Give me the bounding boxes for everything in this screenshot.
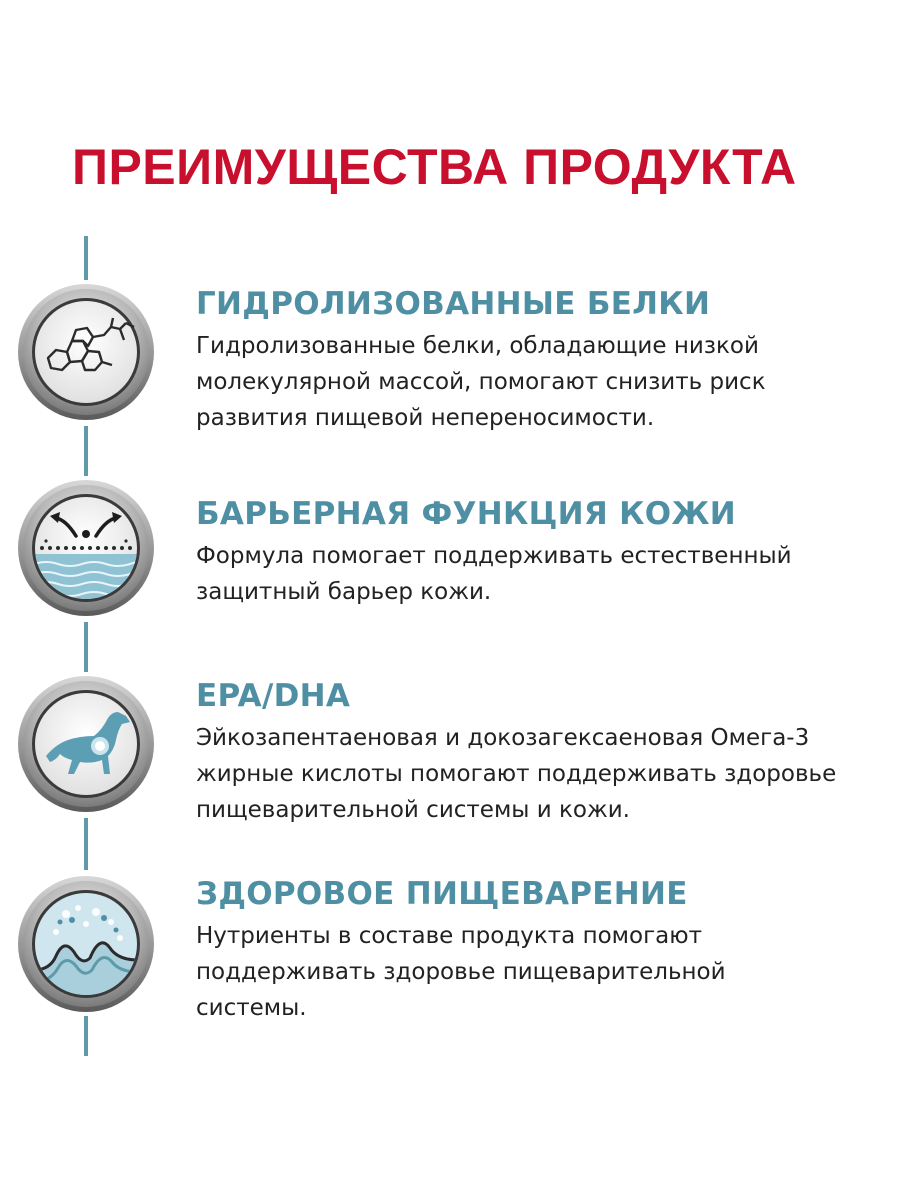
benefit-description [196,538,886,610]
benefit-text-line: пищеварительной системы и кожи. [196,797,630,823]
benefit-text-line: молекулярной массой, помогают снизить риск [196,369,766,395]
benefit-text-line: жирные кислоты помогают поддерживать здоровье [196,761,837,787]
benefit-text-line: системы. [196,995,307,1021]
benefit-description [196,918,886,1026]
benefit-item [196,874,886,1026]
benefit-text-line: поддерживать здоровье пищеварительной [196,959,726,985]
timeline-segment [84,818,88,870]
molecule-icon [16,282,156,422]
benefit-description [196,328,886,436]
benefit-heading: БАРЬЕРНАЯ ФУНКЦИЯ КОЖИ [196,496,736,532]
benefit-text-line: защитный барьер кожи. [196,579,492,605]
benefit-text-line: Формула помогает поддерживать естественный [196,543,792,569]
skin-barrier-icon [16,478,156,618]
digestion-icon [16,874,156,1014]
benefit-item [196,494,886,610]
benefit-text-line: Эйкозапентаеновая и докозагексаеновая Омега-3 [196,725,810,751]
timeline-segment [84,236,88,280]
benefit-heading: ГИДРОЛИЗОВАННЫЕ БЕЛКИ [196,286,711,322]
benefit-text-line: Нутриенты в составе продукта помогают [196,923,703,949]
page-title: ПРЕИМУЩЕСТВА ПРОДУКТА [72,139,797,195]
timeline-segment [84,1016,88,1056]
benefit-item [196,284,886,436]
dog-icon [16,674,156,814]
benefit-heading: ЗДОРОВОЕ ПИЩЕВАРЕНИЕ [196,876,688,912]
benefit-description [196,720,886,828]
timeline-segment [84,622,88,672]
benefit-heading: EPA/DHA [196,678,351,714]
benefit-text-line: Гидролизованные белки, обладающие низкой [196,333,759,359]
benefit-item [196,676,886,828]
timeline-segment [84,426,88,476]
benefit-text-line: развития пищевой непереносимости. [196,405,655,431]
